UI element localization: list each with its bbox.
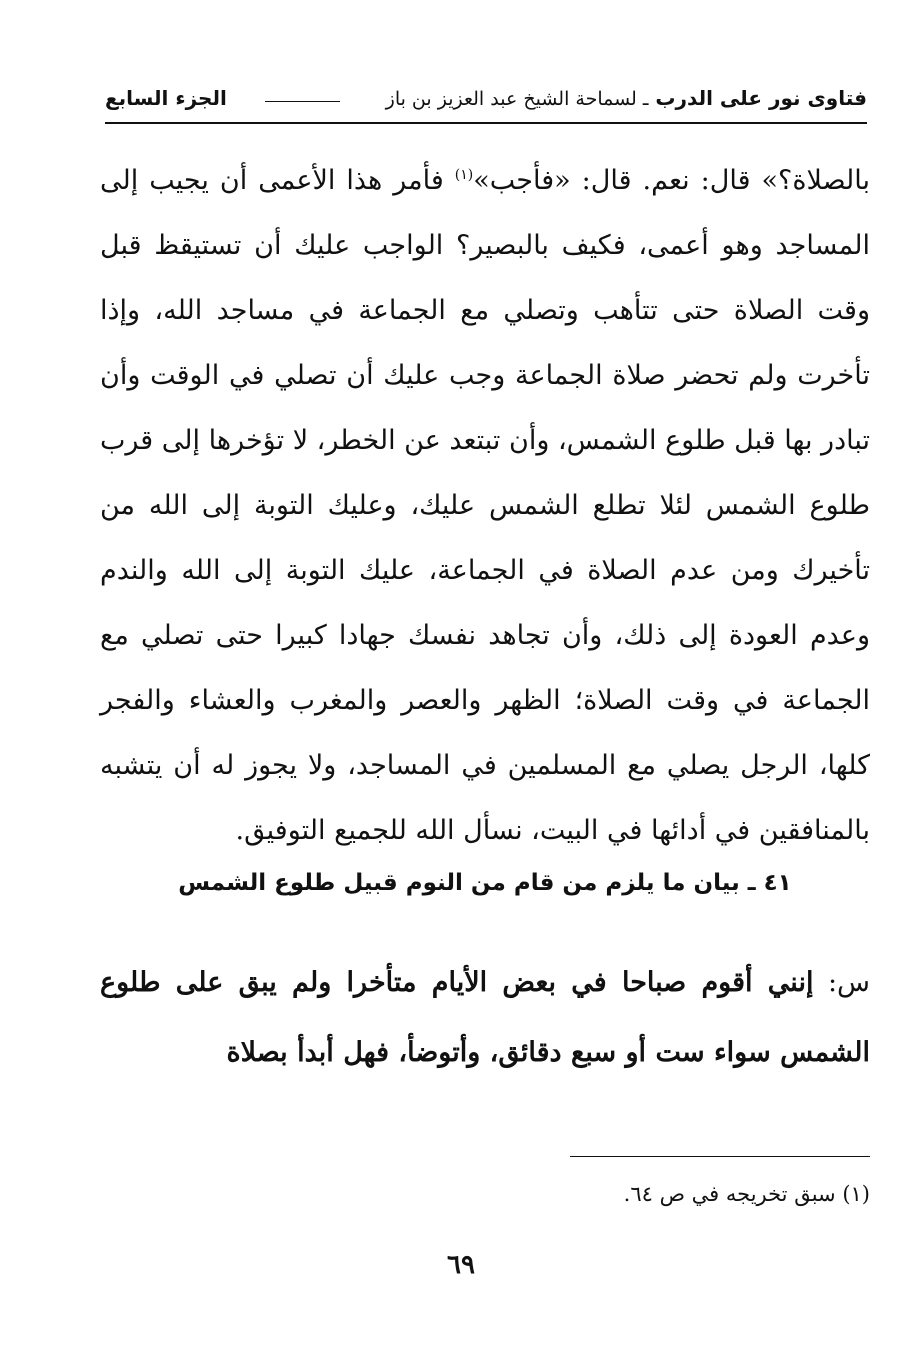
book-title: فتاوى نور على الدرب <box>655 86 867 110</box>
footnote-ref: (١) <box>454 167 474 183</box>
header-dash <box>265 101 340 102</box>
running-header <box>105 86 867 124</box>
question-block <box>100 948 870 1088</box>
section-heading: ٤١ ـ بيان ما يلزم من قام من النوم قبيل طلوع الشمس <box>178 870 792 896</box>
author-name: ـ لسماحة الشيخ عبد العزيز بن باز <box>385 88 649 110</box>
paragraph-text-rest: فأمر هذا الأعمى أن يجيب إلى المساجد وهو أعمى، فكيف بالبصير؟ الواجب عليك أن تستيقظ قبل وقت الصلاة حتى تتأهب وتصلي مع الجماعة في مساجد الله، وإذا تأخرت ولم تحضر صلاة الجماعة وجب عليك أن تصلي في الوقت وأن تبادر بها قبل طلوع الشمس، وأن تبتعد عن الخطر، لا تؤخرها إلى قرب طلوع الشمس لئلا تطلع الشمس عليك، وعليك التوبة إلى الله من تأخيرك ومن عدم الصلاة في الجماعة، عليك التوبة إلى الله والندم وعدم العودة إلى ذلك، وأن تجاهد نفسك جهادا كبيرا حتى تصلي مع الجماعة في وقت الصلاة؛ الظهر والعصر والمغرب والعشاء والفجر كلها، الرجل يصلي مع المسلمين في المساجد، ولا يجوز له أن يتشبه بالمنافقين في أدائها في البيت، نسأل الله للجميع التوفيق. <box>99 165 870 846</box>
header-title <box>386 86 867 110</box>
question-label: س: <box>813 967 870 998</box>
question-text: إنني أقوم صباحا في بعض الأيام متأخرا ولم يبق على طلوع الشمس سواء ست أو سبع دقائق، وأتوضأ، فهل أبدأ بصلاة <box>100 967 870 1068</box>
page-number: ٦٩ <box>447 1250 475 1280</box>
paragraph-text-start: بالصلاة؟» قال: نعم. قال: «فأجب» <box>473 165 870 196</box>
footnote-divider <box>570 1156 870 1157</box>
main-paragraph <box>100 148 870 863</box>
volume-label: الجزء السابع <box>105 86 227 110</box>
footnote: (١) سبق تخريجه في ص ٦٤. <box>623 1182 870 1206</box>
